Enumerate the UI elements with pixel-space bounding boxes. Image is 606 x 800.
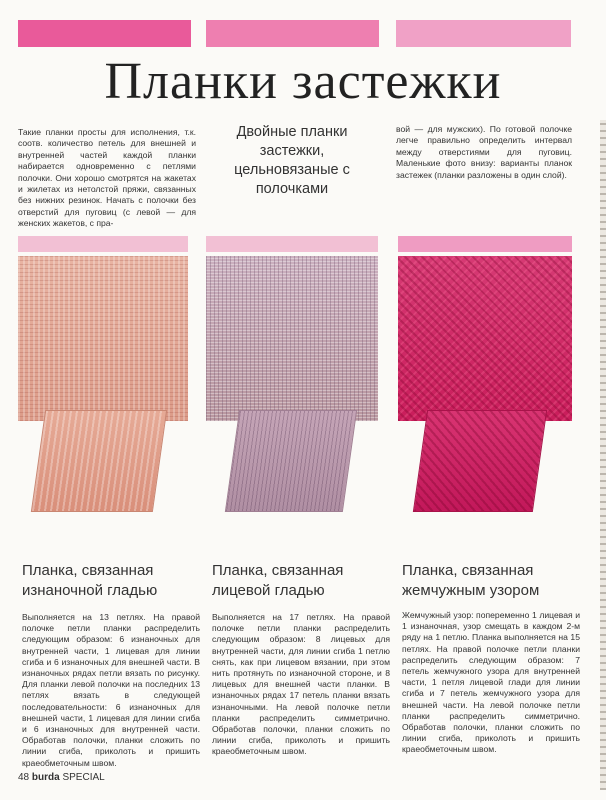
swatch-strip-left: [18, 236, 188, 252]
placket-flap-seed: [413, 410, 547, 512]
page-number: 48: [18, 772, 30, 783]
knit-sample-purl: [18, 256, 188, 421]
header-band-right: [396, 20, 571, 47]
knit-sample-stockinette: [206, 256, 378, 421]
caption-purl: Планка, связанная изнаночной гладью: [22, 562, 158, 599]
placket-flap-stockinette: [225, 410, 357, 512]
intro-right-text: вой — для мужских). По готовой полочке легче правильно определить интервал между отверстиями для пуговиц. Маленькие фото внизу: варианты планок застежек (планки разложены в один слой).: [396, 124, 572, 180]
intro-left-text: Такие планки просты для исполнения, т.к. соотв. количество петель для внешней и внутренней частей каждой планки набирается одновременно с петлями полочки. Они хорошо смотрятся на жакетах и жилетах из нетолстой пряжи, связанных без нижних резинок. Начать с полочки без отверстий для пуговиц (с левой — для женских жакетов, с пра-: [18, 127, 196, 229]
knit-sample-seed: [398, 256, 572, 421]
instructions-purl: Выполняется на 13 петлях. На правой полочке петли планки распределить следующим образом: 6 изнаночных для внутренней части, 1 лицевая для линии сгиба и 6 изнаночных для внешней части. В изнаночных рядах петли вязать по рисунку. Для планки левой полочки на последних 13 петлях вязать в следующей последовательности: 6 изнаночных для внешней части, 1 лицевая для линии сгиба и 6 изнаночных для внутренней части. Обработав полочки, планки сложить по линии сгиба, приколоть и пришить краеобметочным швом.: [22, 612, 200, 768]
swatch-strip-middle: [206, 236, 378, 252]
instructions-stockinette: Выполняется на 17 петлях. На правой полочке петли планки распределить следующим образом: 8 лицевых для внутренней части, для линии сгиба 1 петлю снять, как при лицевом вязании, при этом нить протянуть по изнаночной стороне, и 8 лицевых для внешней части планки. В изнаночных рядах 17 петель планки вязать изнаночными. На левой полочке петли планки распределить симметрично. Обработав полочки, планки сложить по линии сгиба, приколоть и пришить краеобметочным швом.: [212, 612, 390, 757]
instructions-seed: Жемчужный узор: попеременно 1 лицевая и 1 изнаночная, узор смещать в каждом 2-м ряду на 1 петлю. Планка выполняется на 15 петлях. На правой полочке петли планки распределить следующим образом: 7 петель жемчужного узора для внутренней части, 1 петля лицевой глади для линии сгиба и 7 петель жемчужного узора для внешней части. На левой полочке петли планки распределить симметрично. Обработав полочки, планки сложить по линии сгиба, приколоть и пришить краеобметочным швом.: [402, 610, 580, 755]
page-title: Планки застежки: [104, 53, 502, 110]
header-band-middle: [206, 20, 379, 47]
page-footer: [18, 772, 105, 783]
brand-name: burda: [31, 772, 60, 783]
caption-seed: Планка, связанная жемчужным узором: [402, 562, 540, 599]
placket-flap-purl: [31, 410, 167, 512]
caption-stockinette: Планка, связанная лицевой гладью: [212, 562, 344, 599]
page-edge: [600, 120, 606, 790]
header-band-left: [18, 20, 191, 47]
edition-name: SPECIAL: [62, 772, 105, 783]
intro-subtitle: Двойные планки застежки, цельновязаные с полочками: [234, 124, 350, 197]
swatch-strip-right: [398, 236, 572, 252]
